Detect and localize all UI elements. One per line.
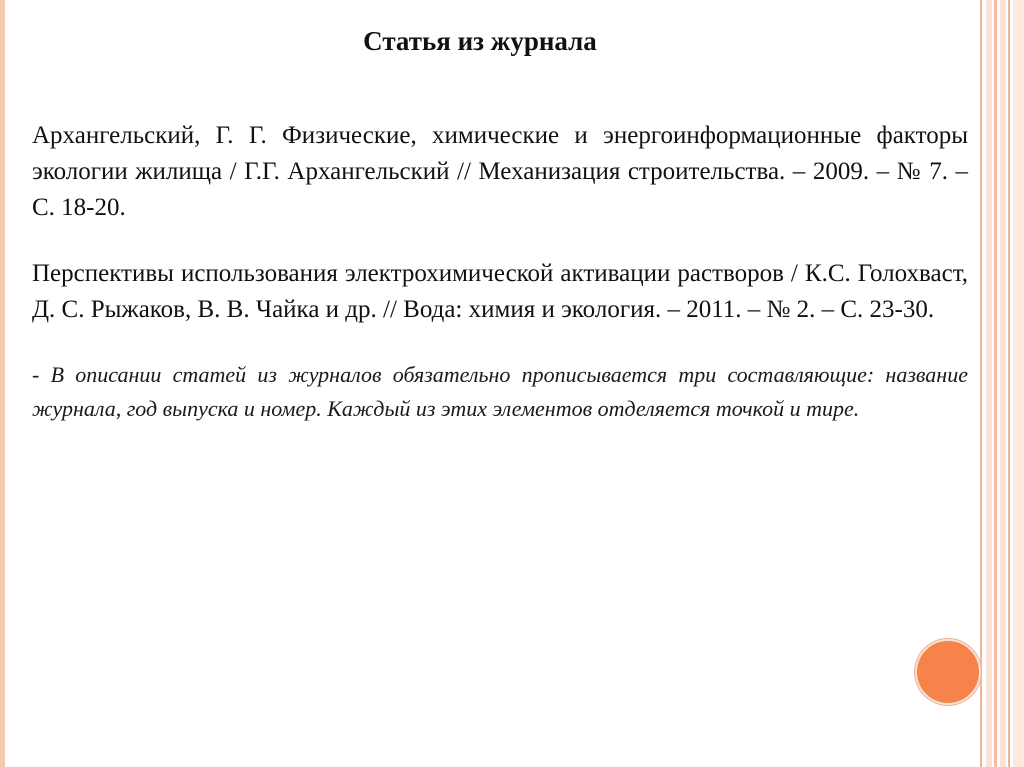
right-frame-stripe	[980, 0, 982, 767]
slide-content	[32, 118, 968, 426]
decorative-circle	[915, 639, 981, 705]
note-text: - В описании статей из журналов обязательно прописывается три составляющие: название журнала, год выпуска и номер. Каждый из этих элементов отделяется точкой и тире.	[32, 362, 968, 421]
right-frame-stripe	[1008, 0, 1010, 767]
right-frame-stripe	[1013, 0, 1024, 767]
left-border-bar	[0, 0, 5, 767]
reference-item: Перспективы использования электрохимической активации растворов / К.С. Голохваст, Д. С. Рыжаков, В. В. Чайка и др. // Вода: химия и экология. – 2011. – № 2. – С. 23-30.	[32, 260, 968, 323]
slide-title: Статья из журнала	[363, 26, 597, 56]
right-frame-stripe	[986, 0, 992, 767]
right-frame-stripe	[1000, 0, 1006, 767]
reference-item: Архангельский, Г. Г. Физические, химические и энергоинформационные факторы экологии жилища / Г.Г. Архангельский // Механизация строительства. – 2009. – № 7. – С. 18-20.	[32, 122, 968, 221]
right-frame-stripe	[994, 0, 997, 767]
